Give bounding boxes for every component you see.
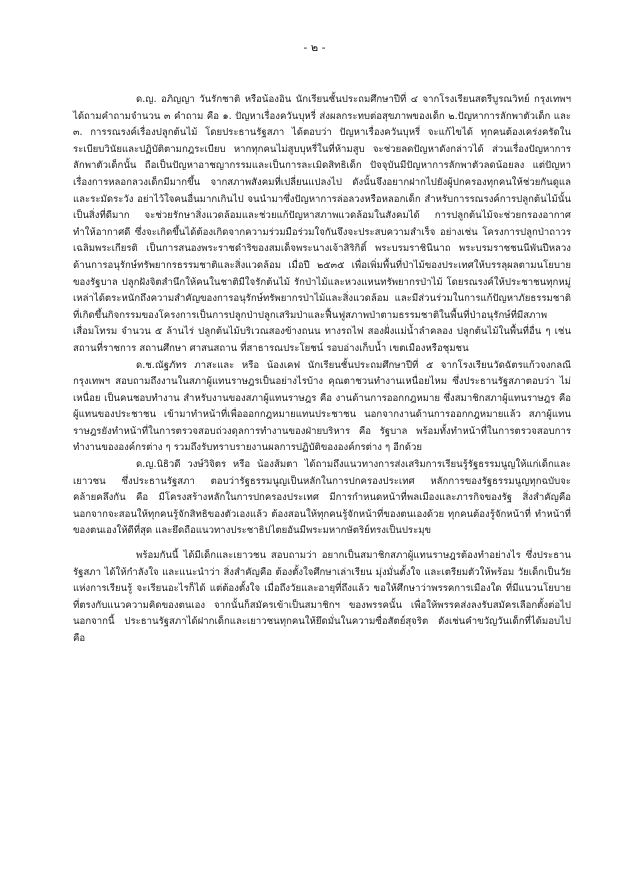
paragraph-nithiwadee: ด.ญ.นิธิวดี วงษ์วิจิตร หรือ น้องส้มตา ได้ถามถึงแนวทางการส่งเสริมการเรียนรู้รัฐธรรมนูญให้แก่เด็กและเยาวชน ซึ่งประธานรัฐสภา ตอบว่ารัฐธรรมนูญเป็นหลักในการปกครองประเทศ หลักการของรัฐธรรมนูญทุกฉบับจะคล้ายคลึงกัน คือ มีโครงสร้างหลักในการปกครองประเทศ มีการกำหนดหน้าที่พลเมืองและภารกิจของรัฐ สิ่งสำคัญคือ นอกจากจะสอนให้ทุกคนรู้จักสิทธิของตัวเองแล้ว ต้องสอนให้ทุกคนรู้จักหน้าที่ของตนเองด้วย ทุกคนต้องรู้จักหน้าที่ ทำหน้าที่ของตนเองให้ดีที่สุด และยึดถือแนวทางประชาธิปไตยอันมีพระมหากษัตริย์ทรงเป็นประมุข bbox=[73, 459, 571, 537]
page-number: - ๒ - bbox=[303, 41, 326, 54]
paragraph-nattapat: ด.ช.ณัฐภัทร ภาสะและ หรือ น้องเคฟ นักเรียนชั้นประถมศึกษาปีที่ ๕ จากโรงเรียนวัดฉัตรแก้วจงกลณี กรุงเทพฯ สอบถามถึงงานในสภาผู้แทนราษฎรเป็นอย่างไรบ้าง คุณตาชวนทำงานเหนื่อยไหม ซึ่งประธานรัฐสภาตอบว่า ไม่เหนื่อย เป็นคนชอบทำงาน สำหรับงานของสภาผู้แทนราษฎร คือ งานด้านการออกกฎหมาย ซึ่งสมาชิกสภาผู้แทนราษฎร คือผู้แทนของประชาชน เข้ามาทำหน้าที่เพื่อออกกฎหมายแทนประชาชน นอกจากงานด้านการออกกฎหมายแล้ว สภาผู้แทนราษฎรยังทำหน้าที่ในการตรวจสอบถ่วงดุลการทำงานของฝ่ายบริหาร คือ รัฐบาล พร้อมทั้งทำหน้าที่ในการตรวจสอบการทำงานขององค์กรต่าง ๆ รวมถึงรับทราบรายงานผลการปฏิบัติขององค์กรต่าง ๆ อีกด้วย bbox=[73, 359, 571, 454]
document-body bbox=[73, 92, 571, 648]
paragraph-closing: พร้อมกันนี้ ได้มีเด็กและเยาวชน สอบถามว่า อยากเป็นสมาชิกสภาผู้แทนราษฎรต้องทำอย่างไร ซึ่งประธานรัฐสภา ได้ให้กำลังใจ และแนะนำว่า สิ่งสำคัญคือ ต้องตั้งใจศึกษาเล่าเรียน มุ่งมั่นตั้งใจ และเตรียมตัวให้พร้อม วัยเด็กเป็นวัยแห่งการเรียนรู้ จะเรียนอะไรก็ได้ แต่ต้องตั้งใจ เมื่อถึงวัยและอายุที่ถึงแล้ว ขอให้ศึกษาว่าพรรคการเมืองใด ที่มีแนวนโยบายที่ตรงกับแนวความคิดของตนเอง จากนั้นก็สมัครเข้าเป็นสมาชิกฯ ของพรรคนั้น เพื่อให้พรรคส่งลงรับสมัครเลือกตั้งต่อไป นอกจากนี้ ประธานรัฐสภาได้ฝากเด็กและเยาวชนทุกคนให้ยึดมั่นในความซื่อสัตย์สุจริต ดังเช่นคำขวัญวันเด็กที่ได้มอบไป คือ bbox=[73, 550, 571, 644]
paragraph-apinya: ด.ญ. อภิญญา วันรักชาติ หรือน้องอิน นักเรียนชั้นประถมศึกษาปีที่ ๔ จากโรงเรียนสตรีบูรณวิทย์ กรุงเทพฯ ได้ถามคำถามจำนวน ๓ คำถาม คือ ๑. ปัญหาเรื่องควันบุหรี่ ส่งผลกระทบต่อสุขภาพของเด็ก ๒.ปัญหาการลักพาตัวเด็ก และ ๓. การรณรงค์เรื่องปลูกต้นไม้ โดยประธานรัฐสภา ได้ตอบว่า ปัญหาเรื่องควันบุหรี่ จะแก้ไขได้ ทุกคนต้องเคร่งครัดในระเบียบวินัยและปฏิบัติตามกฎระเบียบ หากทุกคนไม่สูบบุหรี่ในที่ห้ามสูบ จะช่วยลดปัญหาดังกล่าวได้ ส่วนเรื่องปัญหาการลักพาตัวเด็กนั้น ถือเป็นปัญหาอาชญากรรมและเป็นการละเมิดสิทธิเด็ก ปัจจุบันมีปัญหาการลักพาตัวลดน้อยลง แต่ปัญหาเรื่องการหลอกลวงเด็กมีมากขึ้น จากสภาพสังคมที่เปลี่ยนแปลงไป ดังนั้นจึงอยากฝากไปยังผู้ปกครองทุกคนให้ช่วยกันดูแลและระมัดระวัง อย่าไว้ใจคนอื่นมากเกินไป จนนำมาซึ่งปัญหาการล่อลวงหรือหลอกเด็ก สำหรับการรณรงค์การปลูกต้นไม้นั้น เป็นสิ่งที่ดีมาก จะช่วยรักษาสิ่งแวดล้อมและช่วยแก้ปัญหาสภาพแวดล้อมในสังคมได้ การปลูกต้นไม้จะช่วยกรองอากาศ ทำให้อากาศดี ซึ่งจะเกิดขึ้นได้ต้องเกิดจากความร่วมมือร่วมใจกันจึงจะประสบความสำเร็จ อย่างเช่น โครงการปลูกป่าถาวรเฉลิมพระเกียรติ เป็นการสนองพระราชดำริของสมเด็จพระนางเจ้าสิริกิติ์ พระบรมราชินีนาถ พระบรมราชชนนีพันปีหลวง ด้านการอนุรักษ์ทรัพยากรธรรมชาติและสิ่งแวดล้อม เมื่อปี ๒๕๓๕ เพื่อเพิ่มพื้นที่ป่าไม้ของประเทศให้บรรลุผลตามนโยบายของรัฐบาล ปลูกฝังจิตสำนึกให้คนในชาติมีใจรักต้นไม้ รักป่าไม้และหวงแหนทรัพยากรป่าไม้ โดยรณรงค์ให้ประชาชนทุกหมู่เหล่าได้ตระหนักถึงความสำคัญของการอนุรักษ์ทรัพยากรป่าไม้และสิ่งแวดล้อม และมีส่วนร่วมในการแก้ปัญหาภัยธรรมชาติที่เกิดขึ้นกิจกรรมของโครงการเป็นการปลูกป่าปลูกเสริมป่าและฟื้นฟูสภาพป่าตามธรรมชาติในพื้นที่ป่าอนุรักษ์ที่มีสภาพเสื่อมโทรม จำนวน ๕ ล้านไร่ ปลูกต้นไม้บริเวณสองข้างถนน ทางรถไฟ สองฝั่งแม่น้ำลำคลอง ปลูกต้นไม้ในพื้นที่อื่น ๆ เช่น สถานที่ราชการ สถานศึกษา ศาสนสถาน ที่สาธารณประโยชน์ รอบอ่างเก็บน้ำ เขตเมืองหรือชุมชน bbox=[73, 94, 571, 354]
